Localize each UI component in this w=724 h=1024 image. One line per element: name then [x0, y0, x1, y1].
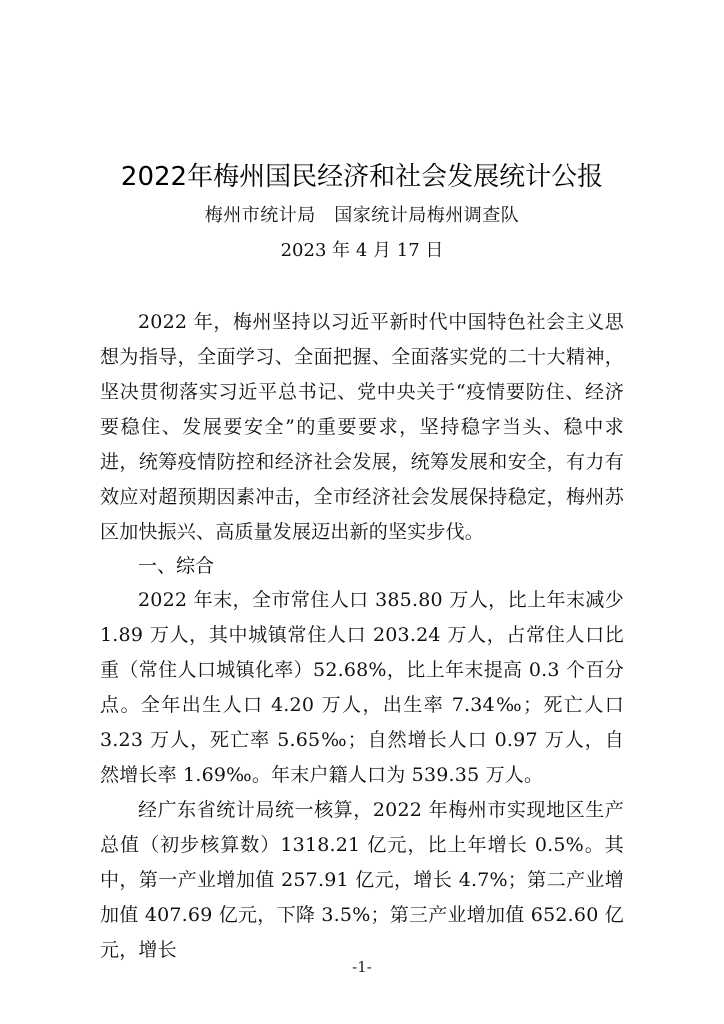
gdp-paragraph: 经广东省统计局统一核算，2022 年梅州市实现地区生产总值（初步核算数）1318.21 亿元，比上年增长 0.5%。其中，第一产业增加值 257.91 亿元，增长 4.7%；第二产业增加值 407.69 亿元，下降 3.5%；第三产业增加值 652.60 亿元，增长	[100, 799, 624, 961]
page-number: -1-	[352, 958, 372, 976]
population-paragraph: 2022 年末，全市常住人口 385.80 万人，比上年末减少 1.89 万人，其中城镇常住人口 203.24 万人，占常住人口比重（常住人口城镇化率）52.68%，比上年末提高 0.3 个百分点。全年出生人口 4.20 万人，出生率 7.34‰；死亡人口 3.23 万人，死亡率 5.65‰；自然增长人口 0.97 万人，自然增长率 1.69‰。年末户籍人口为 539.35 万人。	[100, 589, 624, 786]
document-body	[100, 305, 624, 968]
document-title: 2022年梅州国民经济和社会发展统计公报	[120, 162, 604, 192]
intro-paragraph: 2022 年，梅州坚持以习近平新时代中国特色社会主义思想为指导，全面学习、全面把握、全面落实党的二十大精神，坚决贯彻落实习近平总书记、党中央关于“疫情要防住、经济要稳住、发展要安全”的重要要求，坚持稳字当头、稳中求进，统筹疫情防控和经济社会发展，统筹发展和安全，有力有效应对超预期因素冲击，全市经济社会发展保持稳定，梅州苏区加快振兴、高质量发展迈出新的坚实步伐。	[100, 311, 624, 543]
document-date: 2023 年 4 月 17 日	[280, 240, 444, 261]
document-author: 梅州市统计局 国家统计局梅州调查队	[204, 205, 520, 226]
section-heading: 一、综合	[138, 555, 215, 577]
